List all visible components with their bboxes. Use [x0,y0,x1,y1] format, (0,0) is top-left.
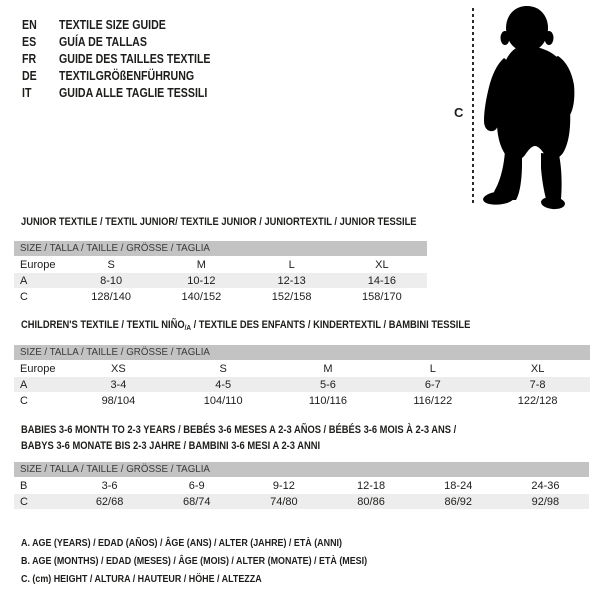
table-row-age [14,273,427,288]
baby-figure [440,0,600,215]
size-cell: L [429,362,436,375]
footnote-age-years: A. AGE (YEARS) / EDAD (AÑOS) / ÂGE (ANS) / ALTER (JAHRE) / ETÀ (ANNI) [21,537,342,549]
size-cell: S [219,362,227,375]
row-label: B [20,479,28,492]
size-cell: M [323,362,333,375]
size-cell: 6-9 [188,479,205,492]
junior-size-table [14,241,427,305]
size-cell: 3-6 [101,479,118,492]
size-cell: 24-36 [531,479,560,492]
size-cell: L [288,258,295,271]
size-cell: 110/116 [308,394,348,407]
size-cell: 5-6 [320,378,336,391]
size-cell: 128/140 [91,290,131,303]
language-row-en [22,16,237,33]
size-cell: 12-13 [277,274,306,287]
babies-size-table [14,462,589,510]
row-label: C [20,394,28,407]
size-cell: 7-8 [529,378,546,391]
table-row-height [14,494,589,509]
row-label: C [20,495,28,508]
row-label: Europe [20,258,56,271]
size-cell: 4-5 [215,378,232,391]
table-row-height [14,393,590,408]
language-title: TEXTILGRÖßENFÜHRUNG [59,68,195,83]
language-row-it [22,84,237,101]
language-title: GUIDA ALLE TAGLIE TESSILI [59,85,208,100]
legend-footnotes [21,534,428,588]
table-row-months [14,478,589,493]
table-row-europe [14,257,427,272]
size-cell: 68/74 [182,495,211,508]
section-title-babies: BABIES 3-6 MONTH TO 2-3 YEARS / BEBÉS 3-6 MESES A 2-3 AÑOS / BÉBÉS 3-6 MOIS À 2-3 ANS / BABYS 3-6 MONATE BIS 2-3 JAHRE / BAMBINI 3-6 MESI A 2-3 ANNI [21,424,457,452]
size-cell: 9-12 [272,479,295,492]
language-header [22,16,237,101]
size-cell: 92/98 [531,495,560,508]
size-cell: 80/86 [357,495,385,508]
row-label: Europe [20,362,56,375]
section-title-junior: JUNIOR TEXTILE / TEXTIL JUNIOR/ TEXTILE JUNIOR / JUNIORTEXTIL / JUNIOR TESSILE [21,216,417,228]
size-header-bar: SIZE / TALLA / TAILLE / GRÖSSE / TAGLIA [14,241,427,256]
size-cell: 152/158 [271,290,312,303]
size-cell: 86/92 [444,495,472,508]
nino-a-subscript: /A [184,323,191,332]
size-cell: XS [111,362,126,375]
language-row-fr [22,50,237,67]
language-title: TEXTILE SIZE GUIDE [59,17,166,32]
size-cell: S [107,258,115,271]
size-header-bar: SIZE / TALLA / TAILLE / GRÖSSE / TAGLIA [14,462,589,477]
size-header-bar: SIZE / TALLA / TAILLE / GRÖSSE / TAGLIA [14,345,590,360]
height-measure-dashed-line [472,8,474,206]
footnote-age-months: B. AGE (MONTHS) / EDAD (MESES) / ÂGE (MOIS) / ALTER (MONATE) / ETÀ (MESI) [21,555,368,567]
language-title: GUÍA DE TALLAS [59,34,147,49]
size-cell: 98/104 [101,394,136,407]
language-code: FR [22,51,37,66]
size-cell: 18-24 [444,479,473,492]
size-cell: XL [530,362,545,375]
table-row-age [14,377,590,392]
language-title: GUIDE DES TAILLES TEXTILE [59,51,211,66]
size-cell: XL [375,258,389,271]
section-title-children: CHILDREN'S TEXTILE / TEXTIL $NIÑO_{/A}$ / TEXTILE DES ENFANTS / KINDERTEXTIL / BAMBINI TESSILE [21,319,471,332]
size-cell: M [196,258,206,271]
row-label: C [20,290,28,303]
size-cell: 10-12 [187,274,216,287]
row-label: A [20,378,28,391]
size-cell: 12-18 [357,479,386,492]
language-code: EN [22,17,37,32]
baby-silhouette-icon [480,3,580,213]
size-cell: 158/170 [361,290,402,303]
language-row-de [22,67,237,84]
language-code: IT [22,85,32,100]
size-cell: 122/128 [517,394,558,407]
height-measure-label: C [454,105,464,120]
table-row-height [14,289,427,304]
size-cell: 14-16 [367,274,396,287]
row-label: A [20,274,28,287]
size-cell: 3-4 [110,378,127,391]
language-code: DE [22,68,37,83]
size-cell: 62/68 [95,495,124,508]
children-size-table [14,345,590,409]
language-code: ES [22,34,37,49]
footnote-height-cm: C. (cm) HEIGHT / ALTURA / HAUTEUR / HÖHE / ALTEZZA [21,573,262,585]
size-cell: 140/152 [181,290,222,303]
size-cell: 8-10 [100,274,123,287]
table-row-europe [14,361,590,376]
size-cell: 104/110 [203,394,243,407]
size-cell: 6-7 [424,378,441,391]
size-cell: 116/122 [413,394,453,407]
language-row-es [22,33,237,50]
size-cell: 74/80 [270,495,298,508]
